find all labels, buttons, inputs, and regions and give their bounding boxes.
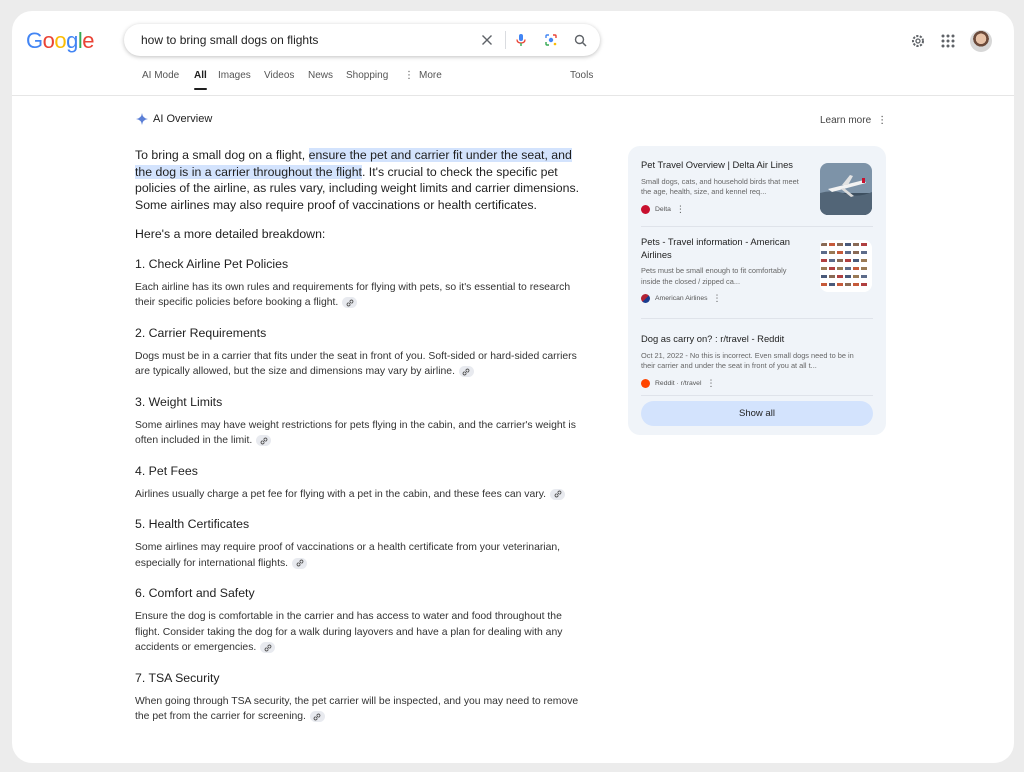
more-vert-icon[interactable]: ⋮ xyxy=(675,203,685,214)
search-icon[interactable] xyxy=(572,32,588,48)
source-title[interactable]: Dog as carry on? : r/travel - Reddit xyxy=(641,333,785,344)
section-title: 4. Pet Fees xyxy=(135,463,198,478)
tab-videos[interactable]: Videos xyxy=(264,70,295,81)
section-text: Ensure the dog is comfortable in the carrier and has access to water and food throughout the flight. Consider taking the dog for a walk during layovers and have a plan for dealing with any accidents or emergencies. xyxy=(135,611,563,654)
settings-gear-icon[interactable] xyxy=(910,33,926,49)
overview-section xyxy=(135,394,580,449)
search-box xyxy=(124,24,600,56)
reddit-favicon-icon xyxy=(641,379,650,388)
source-name: Reddit · r/travel xyxy=(655,379,702,387)
summary-text: . It's crucial to check the specific pet policies of the airline, as rules vary, including weight limits and carrier dimensions. Some airlines may also require proof of vaccinations or health certificates. xyxy=(135,164,580,213)
learn-more-label: Learn more xyxy=(820,115,872,126)
link-icon[interactable] xyxy=(459,366,474,377)
ai-overview-content xyxy=(135,147,580,725)
browser-frame xyxy=(12,11,1014,763)
source-attribution xyxy=(641,293,873,304)
clear-icon[interactable] xyxy=(479,32,495,48)
airplane-thumbnail xyxy=(820,163,872,215)
american-airlines-favicon-icon xyxy=(641,294,650,303)
overview-section xyxy=(135,463,580,503)
source-card-reddit[interactable] xyxy=(641,333,873,389)
section-title: 7. TSA Security xyxy=(135,670,220,685)
sources-panel xyxy=(628,146,886,435)
section-body xyxy=(135,694,580,725)
google-logo[interactable] xyxy=(26,28,94,54)
lens-icon[interactable] xyxy=(543,32,559,48)
learn-more-link[interactable] xyxy=(820,115,887,126)
summary-text: To bring a small dog on a flight, xyxy=(135,148,309,162)
tab-more-label: More xyxy=(419,70,442,81)
tools-button[interactable]: Tools xyxy=(570,70,594,81)
section-text: Some airlines may require proof of vaccinations or a health certificate from your veterinarian, especially for international flights. xyxy=(135,542,561,569)
search-input[interactable] xyxy=(141,24,471,56)
section-text: Dogs must be in a carrier that fits under the seat in front of you. Soft-sided or hard-sided carriers are typically allowed, but the size and dimensions may vary by airline. xyxy=(135,350,577,378)
search-divider xyxy=(505,31,506,49)
source-snippet: Pets must be small enough to fit comfortably inside the closed / zipped ca... xyxy=(641,266,787,286)
logo-letter: G xyxy=(26,28,43,53)
ai-overview-title: AI Overview xyxy=(153,113,213,125)
source-name: Delta xyxy=(655,205,671,213)
ai-overview-summary xyxy=(135,147,580,214)
apps-grid-icon[interactable] xyxy=(940,33,956,49)
overview-section xyxy=(135,670,580,725)
overview-section xyxy=(135,516,580,571)
source-name: American Airlines xyxy=(655,295,708,302)
logo-letter: o xyxy=(42,28,55,53)
section-body xyxy=(135,418,580,449)
section-title: 3. Weight Limits xyxy=(135,394,223,409)
section-title: 1. Check Airline Pet Policies xyxy=(135,256,289,271)
source-attribution xyxy=(641,378,873,389)
more-vert-icon[interactable]: ⋮ xyxy=(712,293,722,303)
section-body xyxy=(135,280,580,311)
link-icon[interactable] xyxy=(292,558,307,569)
more-vert-icon[interactable]: ⋮ xyxy=(877,115,888,126)
section-text: Some airlines may have weight restrictions for pets flying in the cabin, and the carrier's weight is often included in the limit. xyxy=(135,419,576,447)
microphone-icon[interactable] xyxy=(513,32,529,48)
section-body xyxy=(135,609,580,656)
header-divider xyxy=(12,95,1014,96)
summary-highlight: ensure the pet and carrier fit under the seat, and the dog is in a carrier throughout the flight xyxy=(135,148,572,179)
overview-section xyxy=(135,325,580,380)
source-title[interactable]: Pets - Travel information - American Airlines xyxy=(641,236,791,260)
pet-carrier-grid-thumbnail xyxy=(820,240,872,292)
tab-ai-mode[interactable]: AI Mode xyxy=(142,70,180,81)
tab-shopping[interactable]: Shopping xyxy=(346,70,389,81)
show-all-button[interactable]: Show all xyxy=(641,401,873,426)
logo-letter: e xyxy=(82,28,95,53)
section-body xyxy=(135,487,580,503)
link-icon[interactable] xyxy=(550,489,565,500)
logo-letter: g xyxy=(66,28,78,53)
section-text: When going through TSA security, the pet carrier will be inspected, and you may need to remove the pet from the carrier for screening. xyxy=(135,695,579,723)
logo-letter: l xyxy=(77,28,83,53)
section-body xyxy=(135,349,580,380)
section-title: 5. Health Certificates xyxy=(135,517,250,532)
delta-favicon-icon xyxy=(641,205,650,214)
card-divider xyxy=(641,226,873,227)
tab-images[interactable]: Images xyxy=(218,70,251,81)
source-snippet: Oct 21, 2022 - No this is incorrect. Even small dogs need to be in their carrier and under the seat in front of you at all t... xyxy=(641,350,854,370)
overview-section xyxy=(135,256,580,311)
overview-section xyxy=(135,585,580,656)
link-icon[interactable] xyxy=(310,711,325,722)
section-body xyxy=(135,540,580,571)
more-vert-icon: ⋮ xyxy=(404,70,414,81)
link-icon[interactable] xyxy=(256,435,271,446)
link-icon[interactable] xyxy=(342,297,357,308)
card-divider xyxy=(641,395,873,396)
section-title: 6. Comfort and Safety xyxy=(135,586,255,601)
tab-news[interactable]: News xyxy=(308,70,334,81)
account-avatar[interactable] xyxy=(970,30,992,52)
link-icon[interactable] xyxy=(260,642,275,653)
card-divider xyxy=(641,318,873,319)
logo-letter: o xyxy=(54,28,67,53)
ai-overview-header xyxy=(136,113,212,125)
source-title[interactable]: Pet Travel Overview | Delta Air Lines xyxy=(641,159,793,170)
tab-more[interactable] xyxy=(404,70,442,81)
breakdown-heading: Here's a more detailed breakdown: xyxy=(135,226,326,241)
sparkle-icon xyxy=(136,113,148,125)
source-snippet: Small dogs, cats, and household birds that meet the age, health, size, and kennel req... xyxy=(641,176,799,196)
section-text: Each airline has its own rules and requirements for flying with pets, so it's essential to research their specific policies before booking a flight. xyxy=(135,281,571,309)
section-title: 2. Carrier Requirements xyxy=(135,325,267,340)
tab-all[interactable]: All xyxy=(194,70,207,81)
more-vert-icon[interactable]: ⋮ xyxy=(706,377,716,388)
section-text: Airlines usually charge a pet fee for flying with a pet in the cabin, and these fees can vary. xyxy=(135,488,547,500)
